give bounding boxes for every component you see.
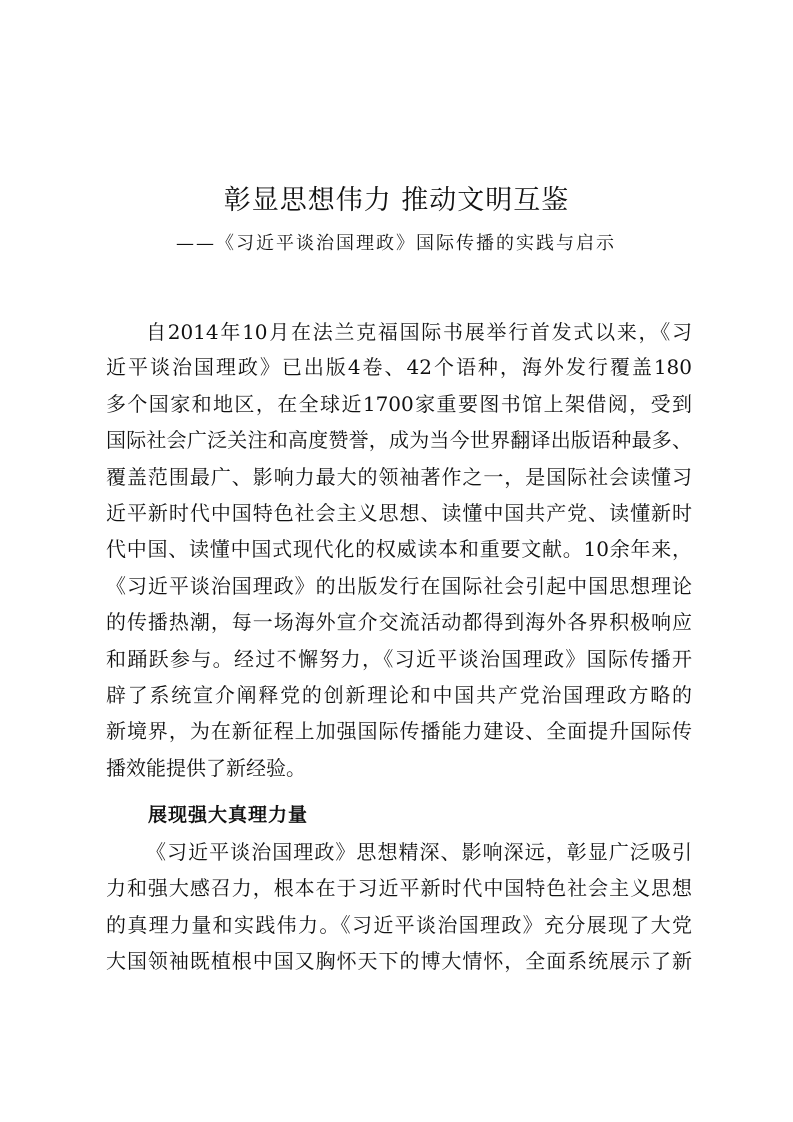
article-title: 彰显思想伟力 推动文明互鉴 — [223, 185, 570, 216]
paragraph-2-line: 的真理力量和实践伟力。《习近平谈治国理政》充分展现了大党 — [106, 913, 692, 937]
paragraph-1-line: 覆盖范围最广、影响力最大的领袖著作之一，是国际社会读懂习 — [106, 465, 692, 489]
paragraph-1-line: 近平新时代中国特色社会主义思想、读懂中国共产党、读懂新时 — [106, 501, 692, 525]
paragraph-2-line: 大国领袖既植根中国又胸怀天下的博大情怀，全面系统展示了新 — [106, 949, 692, 973]
section-heading: 展现强大真理力量 — [148, 804, 309, 826]
paragraph-1-line: 《习近平谈治国理政》的出版发行在国际社会引起中国思想理论 — [106, 574, 692, 598]
paragraph-1-line: 代中国、读懂中国式现代化的权威读本和重要文献。10余年来， — [106, 537, 692, 561]
paragraph-1-line: 近平谈治国理政》已出版4卷、42个语种，海外发行覆盖180 — [106, 355, 692, 379]
paragraph-2-line: 《习近平谈治国理政》思想精深、影响深远，彰显广泛吸引 — [146, 840, 692, 864]
article-subtitle: ——《习近平谈治国理政》国际传播的实践与启示 — [176, 233, 616, 254]
paragraph-1-line: 辟了系统宣介阐释党的创新理论和中国共产党治国理政方略的 — [106, 683, 692, 707]
paragraph-1-line: 自2014年10月在法兰克福国际书展举行首发式以来，《习 — [146, 320, 692, 344]
paragraph-1-line: 的传播热潮，每一场海外宣介交流活动都得到海外各界积极响应 — [106, 610, 692, 634]
paragraph-1-line: 新境界，为在新征程上加强国际传播能力建设、全面提升国际传 — [106, 719, 692, 743]
paragraph-1-line: 和踊跃参与。经过不懈努力，《习近平谈治国理政》国际传播开 — [106, 647, 692, 671]
paragraph-1-line: 多个国家和地区，在全球近1700家重要图书馆上架借阅，受到 — [106, 392, 692, 416]
paragraph-2-line: 力和强大感召力，根本在于习近平新时代中国特色社会主义思想 — [106, 876, 692, 900]
paragraph-1-line: 播效能提供了新经验。 — [106, 756, 306, 780]
paragraph-1-line: 国际社会广泛关注和高度赞誉，成为当今世界翻译出版语种最多、 — [106, 428, 692, 452]
